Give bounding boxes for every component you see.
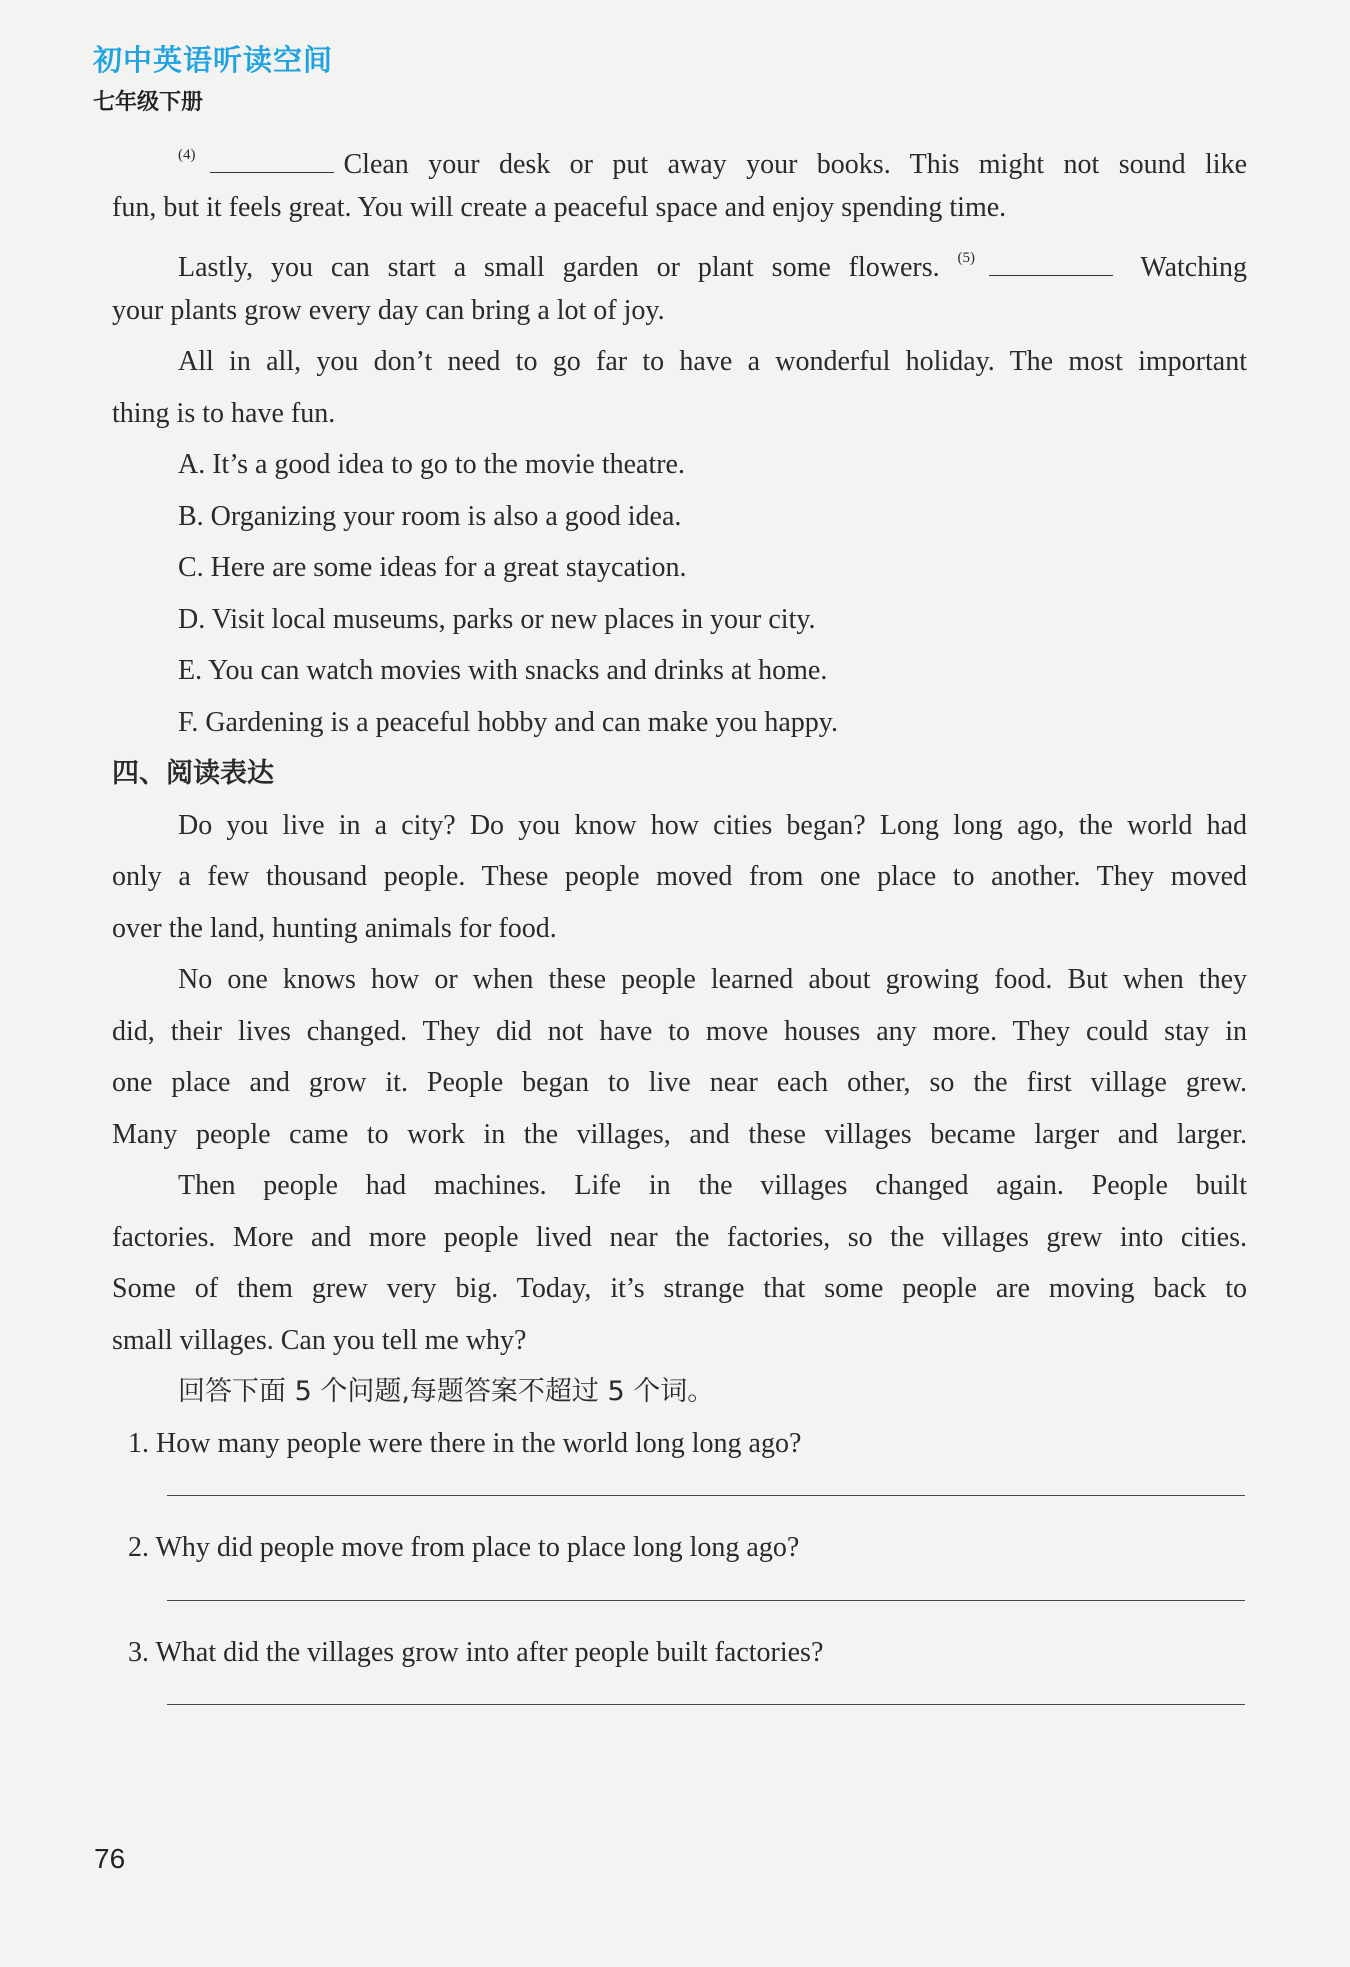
passage-line: [112, 130, 1247, 182]
reading-line: did, their lives changed. They did not have to move houses any more. They could stay in: [112, 1015, 1247, 1047]
page-number: 76: [94, 1843, 126, 1874]
answer-blank-5[interactable]: [989, 255, 1113, 276]
passage-line: thing is to have fun.: [112, 397, 336, 429]
reading-line: No one knows how or when these people learned about growing food. But when they: [178, 964, 1247, 995]
reading-line: Do you live in a city? Do you know how cities began? Long long ago, the world had: [178, 809, 1247, 841]
book-title: 初中英语听读空间: [93, 43, 334, 77]
blank-number: (4): [178, 147, 196, 163]
question-1: 1. How many people were there in the world long long ago?: [128, 1427, 802, 1459]
reading-line: over the land, hunting animals for food.: [112, 912, 557, 944]
page-header: [93, 38, 333, 116]
option-c: C. Here are some ideas for a great staycation.: [178, 552, 687, 583]
reading-line: Some of them grew very big. Today, it’s strange that some people are moving back to: [112, 1273, 1247, 1304]
answer-blank-4[interactable]: [210, 152, 334, 173]
option-a: A. It’s a good idea to go to the movie theatre.: [178, 449, 685, 480]
page-content: [112, 130, 1247, 1705]
reading-line: only a few thousand people. These people moved from one place to another. They moved: [112, 861, 1247, 892]
question-2: 2. Why did people move from place to place long long ago?: [128, 1532, 800, 1563]
passage-text: Watching: [1140, 252, 1247, 283]
option-d: D. Visit local museums, parks or new places in your city.: [178, 603, 816, 635]
reading-line: one place and grow it. People began to live near each other, so the first village grew.: [112, 1067, 1247, 1098]
passage-line: your plants grow every day can bring a lot of joy.: [112, 294, 665, 326]
passage-line: [112, 233, 1247, 285]
answer-line-3[interactable]: [167, 1704, 1245, 1705]
reading-line: Many people came to work in the villages, and these villages became larger and larger.: [112, 1118, 1247, 1150]
passage-line: fun, but it feels great. You will create a peaceful space and enjoy spending time.: [112, 191, 1007, 223]
reading-line: factories. More and more people lived near the factories, so the villages grew into cities.: [112, 1221, 1247, 1253]
reading-line: small villages. Can you tell me why?: [112, 1324, 527, 1356]
section-title: 四、阅读表达: [112, 758, 274, 789]
question-3: 3. What did the villages grow into after people built factories?: [128, 1636, 824, 1668]
option-e: E. You can watch movies with snacks and drinks at home.: [178, 655, 828, 686]
option-b: B. Organizing your room is also a good idea.: [178, 500, 682, 532]
reading-line: Then people had machines. Life in the villages changed again. People built: [178, 1170, 1247, 1201]
blank-number: (5): [957, 250, 976, 266]
passage-text: Clean your desk or put away your books. This might not sound like: [343, 149, 1247, 180]
passage-line: All in all, you don’t need to go far to have a wonderful holiday. The most important: [178, 346, 1247, 377]
option-f: F. Gardening is a peaceful hobby and can make you happy.: [178, 706, 838, 738]
grade-label: 七年级下册: [93, 90, 204, 115]
passage-text: Lastly, you can start a small garden or plant some flowers.: [178, 252, 940, 283]
instruction: 回答下面 5 个问题,每题答案不超过 5 个词。: [178, 1376, 715, 1407]
